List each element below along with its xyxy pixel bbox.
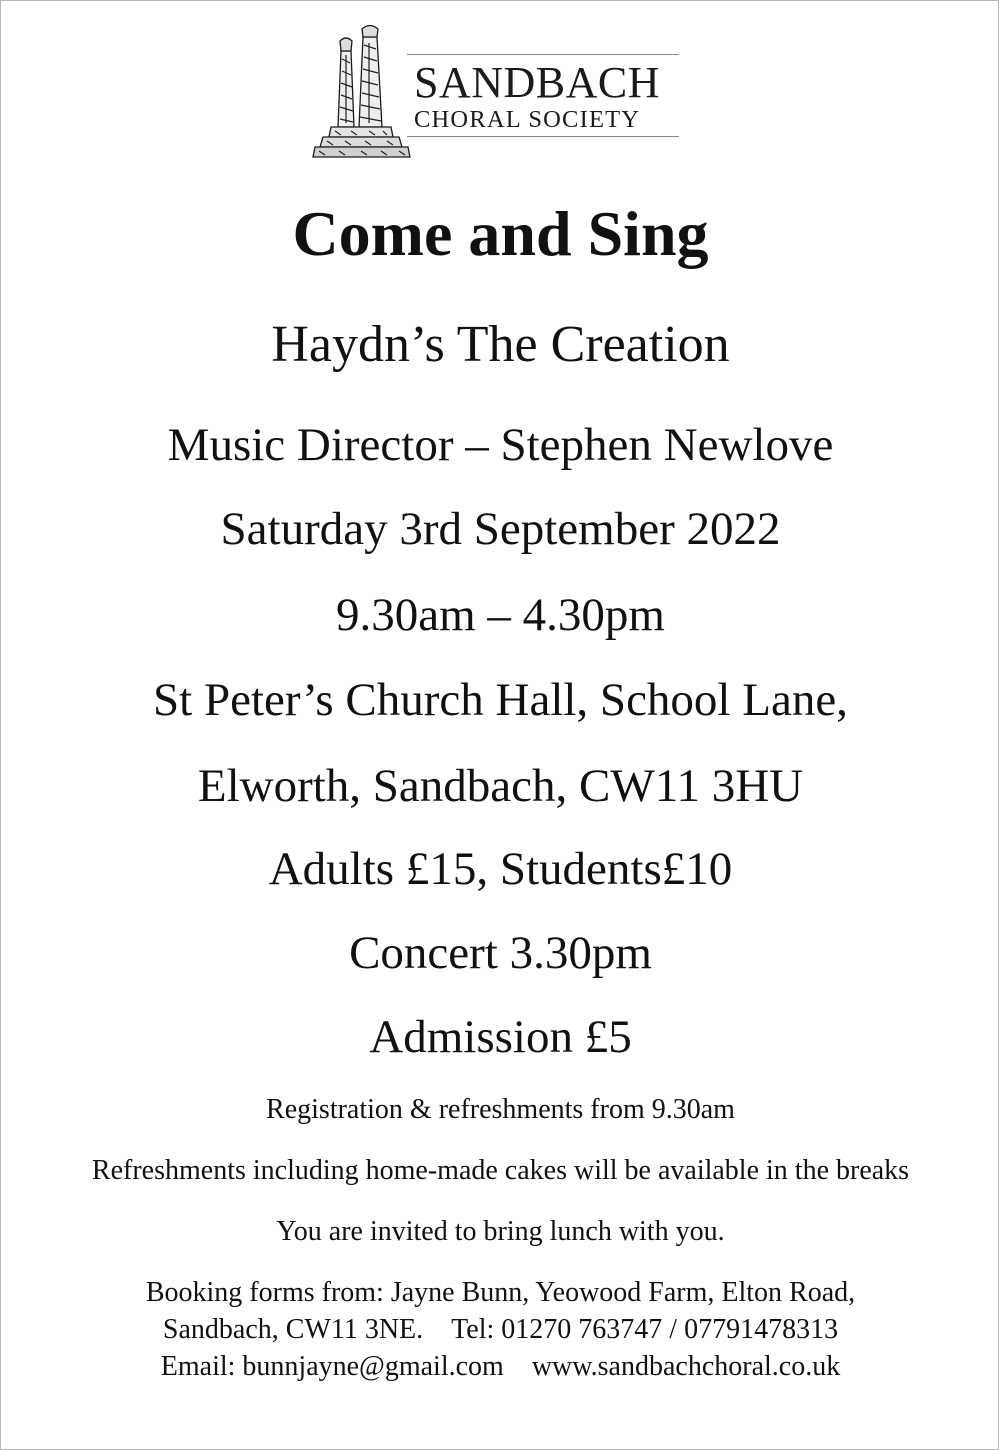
- registration-note: Registration & refreshments from 9.30am: [266, 1094, 735, 1125]
- logo-rule-top: [407, 54, 679, 55]
- booking-line-3: [1, 1349, 999, 1385]
- headline: Come and Sing: [292, 198, 709, 269]
- website-link[interactable]: www.sandbachchoral.co.uk: [531, 1351, 841, 1382]
- logo-rule-bottom: [407, 136, 679, 137]
- society-logo: [311, 23, 683, 163]
- concert-time: Concert 3.30pm: [349, 927, 652, 979]
- booking-line-1: Booking forms from: Jayne Bunn, Yeowood Farm, Elton Road,: [145, 1277, 856, 1308]
- booking-email[interactable]: Email: bunnjayne@gmail.com: [160, 1351, 504, 1382]
- event-date: Saturday 3rd September 2022: [220, 503, 781, 555]
- event-time: 9.30am – 4.30pm: [336, 589, 665, 641]
- booking-line-2: [1, 1312, 999, 1348]
- refreshments-note: Refreshments including home-made cakes will be available in the breaks: [91, 1155, 910, 1186]
- venue-line-2: Elworth, Sandbach, CW11 3HU: [197, 760, 804, 812]
- lunch-note: You are invited to bring lunch with you.: [276, 1216, 725, 1247]
- logo-name: SANDBACH: [414, 58, 661, 107]
- venue-line-1: St Peter’s Church Hall, School Lane,: [153, 674, 848, 726]
- admission-price: Admission £5: [369, 1011, 632, 1063]
- work-title: Haydn’s The Creation: [271, 316, 730, 373]
- booking-telephone: Tel: 01270 763747 / 07791478313: [451, 1314, 839, 1345]
- logo-subtitle: CHORAL SOCIETY: [414, 106, 641, 133]
- music-director: Music Director – Stephen Newlove: [167, 419, 834, 471]
- booking-address: Sandbach, CW11 3NE.: [162, 1314, 424, 1345]
- sandbach-crosses-icon: [311, 23, 411, 163]
- ticket-prices: Adults £15, Students£10: [268, 843, 733, 895]
